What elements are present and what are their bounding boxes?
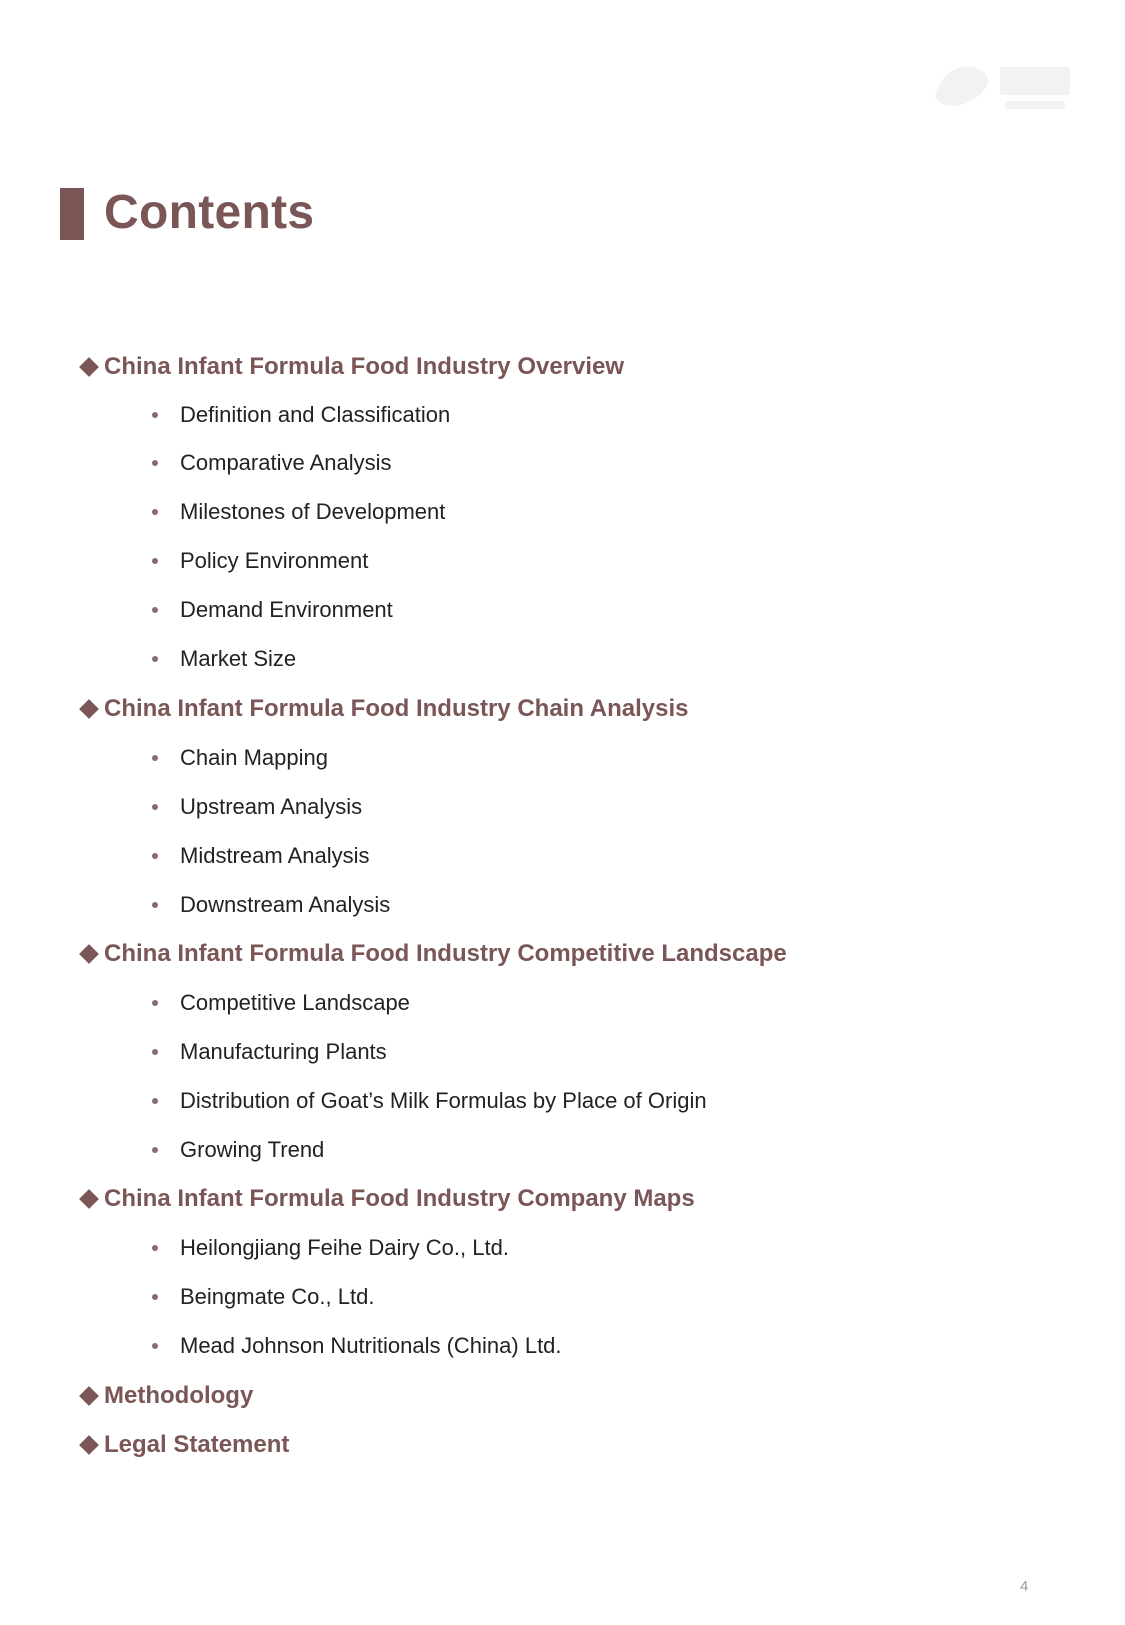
dot-bullet-icon [152,755,158,761]
toc-item-label: Market Size [180,646,297,671]
dot-bullet-icon [152,853,158,859]
company-logo-icon [925,55,1085,120]
dot-bullet-icon [152,1147,158,1153]
diamond-bullet-icon [79,357,99,377]
toc-item-label: Policy Environment [180,548,369,573]
toc-section-label: Methodology [104,1382,254,1409]
dot-bullet-icon [152,656,158,662]
toc-section-label: China Infant Formula Food Industry Overview [104,353,625,380]
toc-item-label: Competitive Landscape [180,990,410,1015]
toc-item-label: Growing Trend [180,1137,325,1162]
dot-bullet-icon [152,607,158,613]
dot-bullet-icon [152,412,158,418]
toc-item-label: Midstream Analysis [180,843,370,868]
page-number: 4 [1020,1578,1029,1595]
toc-item-label: Definition and Classification [180,402,451,427]
toc-item-label: Mead Johnson Nutritionals (China) Ltd. [180,1333,562,1358]
dot-bullet-icon [152,1343,158,1349]
dot-bullet-icon [152,1049,158,1055]
page-title: Contents [104,186,315,239]
toc-item-label: Beingmate Co., Ltd. [180,1284,375,1309]
toc-item-label: Upstream Analysis [180,794,363,819]
diamond-bullet-icon [79,1189,99,1209]
diamond-bullet-icon [79,699,99,719]
toc-item-label: Downstream Analysis [180,892,391,917]
dot-bullet-icon [152,558,158,564]
toc-item-label: Heilongjiang Feihe Dairy Co., Ltd. [180,1235,509,1260]
diamond-bullet-icon [79,1386,99,1406]
dot-bullet-icon [152,1245,158,1251]
dot-bullet-icon [152,1098,158,1104]
company-logo-watermark [925,55,1085,120]
toc-item-label: Chain Mapping [180,745,328,770]
diamond-bullet-icon [79,1435,99,1455]
title-accent-bar [60,188,84,240]
toc-section-label: China Infant Formula Food Industry Company Maps [104,1185,695,1212]
dot-bullet-icon [152,804,158,810]
toc-section-label: Legal Statement [104,1431,290,1458]
dot-bullet-icon [152,902,158,908]
dot-bullet-icon [152,1000,158,1006]
toc-item-label: Comparative Analysis [180,450,392,475]
toc-item-label: Milestones of Development [180,499,446,524]
diamond-bullet-icon [79,944,99,964]
dot-bullet-icon [152,1294,158,1300]
toc-item-label: Distribution of Goat’s Milk Formulas by Place of Origin [180,1088,707,1113]
dot-bullet-icon [152,509,158,515]
dot-bullet-icon [152,460,158,466]
toc-section-label: China Infant Formula Food Industry Chain Analysis [104,695,689,722]
toc-item-label: Demand Environment [180,597,393,622]
toc-item-label: Manufacturing Plants [180,1039,387,1064]
toc-section-label: China Infant Formula Food Industry Competitive Landscape [104,940,787,967]
